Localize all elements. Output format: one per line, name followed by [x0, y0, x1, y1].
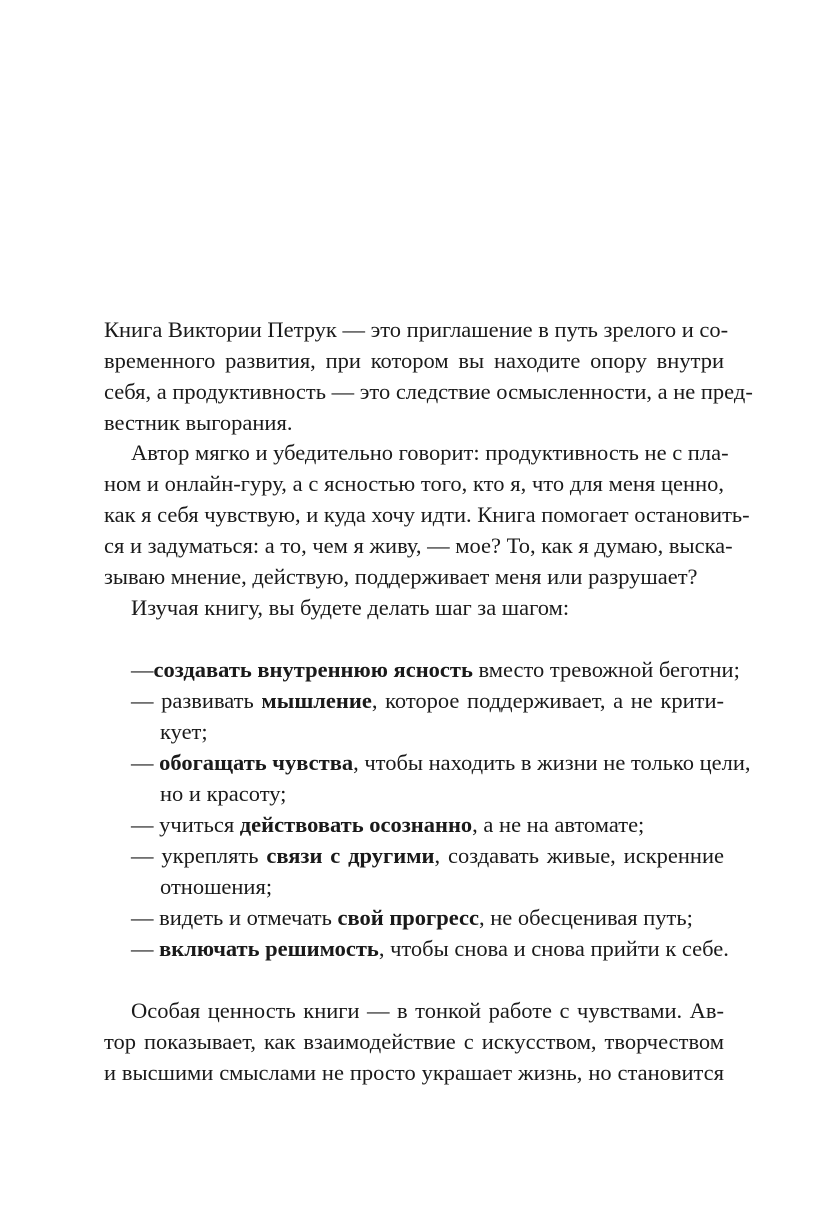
paragraph-line: Изучая книгу, вы будете делать шаг за шагом:	[131, 595, 570, 620]
list-item: — учиться действовать осознанно, а не на автомате;	[131, 812, 645, 837]
paragraph-line: ся и задуматься: а то, чем я живу, — мое? То, как я думаю, выска-	[104, 533, 733, 558]
list-item: — развивать мышление, которое поддерживает, а не крити-	[131, 688, 725, 713]
paragraph-line: тор показывает, как взаимодействие с искусством, творчеством	[104, 1029, 724, 1054]
list-item: — укреплять связи с другими, создавать живые, искренние	[131, 843, 724, 868]
list-item-continuation: отношения;	[160, 874, 273, 899]
list-item: — включать решимость, чтобы снова и снова прийти к себе.	[131, 936, 729, 961]
list-item-continuation: но и красоту;	[160, 781, 287, 806]
paragraph-line: временного развития, при котором вы находите опору внутри	[104, 348, 724, 373]
paragraph-line: и высшими смыслами не просто украшает жизнь, но становится	[104, 1060, 724, 1085]
paragraph-line: Автор мягко и убедительно говорит: продуктивность не с пла-	[131, 440, 729, 465]
paragraph-line: ном и онлайн-гуру, а с ясностью того, кто я, что для меня ценно,	[104, 471, 724, 496]
paragraph-line: зываю мнение, действую, поддерживает меня или разрушает?	[104, 564, 698, 589]
paragraph-line: вестник выгорания.	[104, 410, 293, 435]
list-item-continuation: кует;	[160, 719, 208, 744]
list-item: — обогащать чувства, чтобы находить в жизни не только цели,	[131, 750, 751, 775]
paragraph-line: как я себя чувствую, и куда хочу идти. Книга помогает остановить-	[104, 502, 750, 527]
paragraph-line: Книга Виктории Петрук — это приглашение в путь зрелого и со-	[104, 317, 729, 342]
list-item: — видеть и отмечать свой прогресс, не обесценивая путь;	[131, 905, 693, 930]
paragraph-line: Особая ценность книги — в тонкой работе с чувствами. Ав-	[131, 998, 724, 1023]
paragraph-line: себя, а продуктивность — это следствие осмысленности, а не пред-	[104, 379, 753, 404]
list-item: —создавать внутреннюю ясность вместо тревожной беготни;	[131, 657, 740, 682]
